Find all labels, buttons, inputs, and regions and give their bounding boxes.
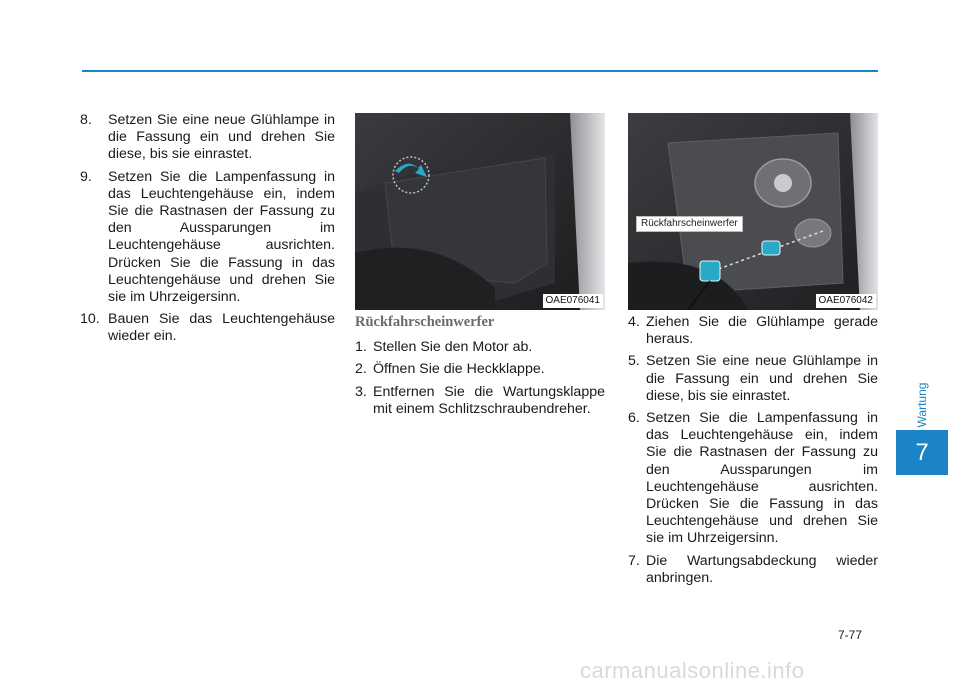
figure-callout-label: Rückfahrscheinwerfer <box>636 216 743 232</box>
step-item <box>355 339 605 356</box>
figure-bulb-socket-photo <box>628 113 878 310</box>
middle-column <box>355 314 605 423</box>
figure-service-cover-photo <box>355 113 605 310</box>
step-item <box>355 361 605 378</box>
step-number: 3. <box>355 383 367 400</box>
chapter-label: Wartung <box>915 382 929 428</box>
chapter-number: 7 <box>915 439 929 466</box>
step-number: 9. <box>80 168 92 185</box>
service-cover-illustration <box>355 113 605 310</box>
step-text: Stellen Sie den Motor ab. <box>373 339 533 356</box>
left-column <box>80 112 335 351</box>
step-list-left <box>80 112 335 346</box>
step-item <box>80 169 335 307</box>
step-text: Ziehen Sie die Glühlampe gerade heraus. <box>646 314 878 348</box>
step-text: Entfernen Sie die Wartungsklappe mit einem Schlitzschraubendreher. <box>373 383 605 417</box>
step-item <box>628 553 878 587</box>
step-item <box>80 112 335 164</box>
step-number: 7. <box>628 552 640 569</box>
step-number: 5. <box>628 353 640 370</box>
step-list-middle <box>355 339 605 418</box>
step-text: Die Wartungsabdeckung wieder anbringen. <box>646 552 878 586</box>
step-text: Setzen Sie eine neue Glühlampe in die Fassung ein und drehen Sie diese, bis sie einrastet. <box>646 353 878 404</box>
watermark: carmanualsonline.info <box>580 658 805 683</box>
step-item <box>355 384 605 418</box>
step-number: 1. <box>355 339 367 356</box>
step-text: Setzen Sie eine neue Glühlampe in die Fassung ein und drehen Sie diese, bis sie einrastet. <box>108 112 335 163</box>
step-number: 10. <box>80 311 100 328</box>
step-text: Bauen Sie das Leuchtengehäuse wieder ein. <box>108 311 335 345</box>
page-number: 7-77 <box>838 628 863 642</box>
step-item <box>628 314 878 348</box>
step-item <box>628 410 878 548</box>
step-number: 2. <box>355 361 367 378</box>
figure-code: OAE076042 <box>816 294 877 308</box>
step-item <box>628 353 878 405</box>
step-list-right <box>628 314 878 587</box>
step-text: Öffnen Sie die Heckklappe. <box>373 361 545 378</box>
bulb-socket-illustration <box>628 113 878 310</box>
right-column <box>628 314 878 592</box>
step-text: Setzen Sie die Lampenfassung in das Leuchtengehäuse ein, indem Sie die Rastnasen der Fassung zu den Aussparungen im Leuchtengehäuse ausrichten. Drücken Sie die Fassung in das Leuchtengehäuse und drehen Sie sie im Uhrzeigersinn. <box>646 410 878 547</box>
step-text: Setzen Sie die Lampenfassung in das Leuchtengehäuse ein, indem Sie die Rastnasen der Fassung zu den Aussparungen im Leuchtengehäuse ausrichten. Drücken Sie die Fassung in das Leuchtengehäuse und drehen Sie sie im Uhrzeigersinn. <box>108 168 335 306</box>
step-number: 4. <box>628 314 640 330</box>
step-number: 8. <box>80 112 92 128</box>
step-item <box>80 311 335 345</box>
section-heading: Rückfahrscheinwerfer <box>355 314 495 330</box>
step-number: 6. <box>628 410 640 427</box>
chapter-tab <box>896 430 948 475</box>
figure-code: OAE076041 <box>543 294 604 308</box>
header-rule <box>82 70 878 72</box>
